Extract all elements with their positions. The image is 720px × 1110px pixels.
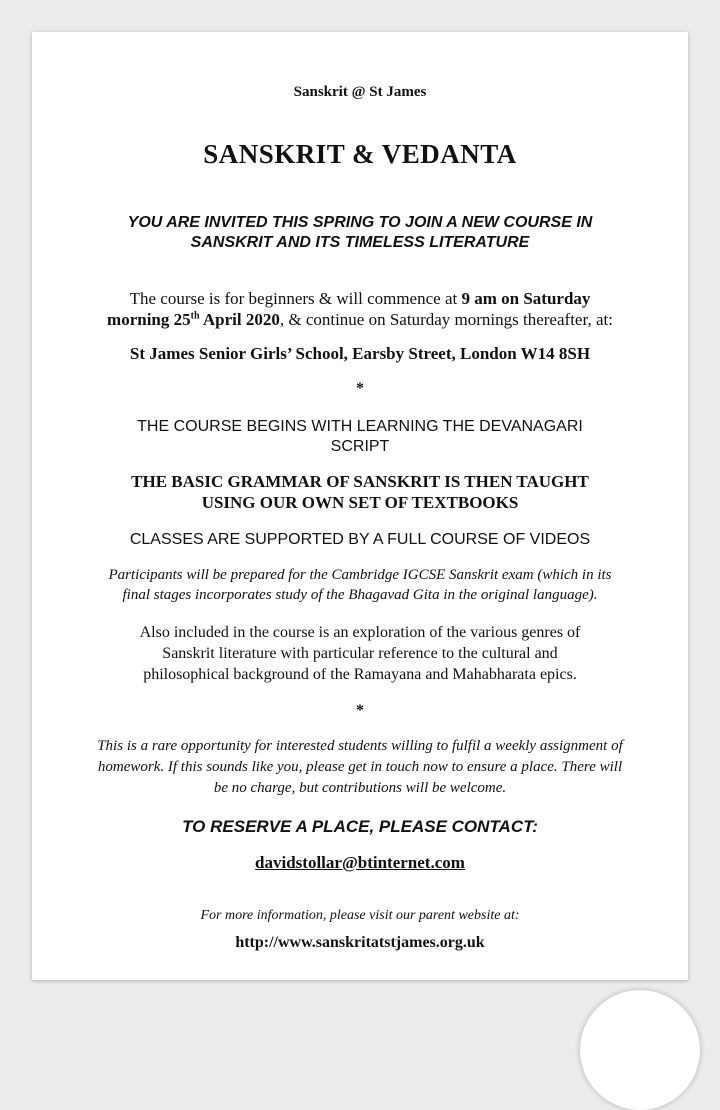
literature-line-2: Sanskrit literature with particular reference to the cultural and [162, 645, 558, 662]
devanagari-line-2: SCRIPT [330, 438, 390, 455]
opportunity-line-1: This is a rare opportunity for interested students willing to fulfil a weekly assignment of [97, 738, 623, 754]
course-start-day: morning 25 [107, 310, 191, 329]
invite-line-1: YOU ARE INVITED THIS SPRING TO JOIN A NEW COURSE IN [127, 214, 593, 231]
header-text: Sanskrit @ St James [293, 84, 427, 100]
website-link[interactable]: http://www.sanskritatstjames.org.uk [235, 934, 485, 951]
igcse-line-1: Participants will be prepared for the Cambridge IGCSE Sanskrit exam (which in its [108, 567, 612, 583]
invite-line-2: SANSKRIT AND ITS TIMELESS LITERATURE [190, 234, 530, 251]
course-start-date: April 2020 [199, 310, 280, 329]
devanagari-line-1: THE COURSE BEGINS WITH LEARNING THE DEVANAGARI [137, 418, 583, 435]
grammar-line-1: THE BASIC GRAMMAR OF SANSKRIT IS THEN TAUGHT [131, 472, 589, 491]
igcse-line-2: final stages incorporates study of the Bhagavad Gita in the original language). [122, 587, 598, 603]
website-line [72, 934, 648, 952]
course-line-2 [72, 310, 648, 330]
more-info-text: For more information, please visit our parent website at: [200, 908, 520, 923]
email-line [72, 853, 648, 873]
course-start-time: 9 am on Saturday [461, 289, 591, 308]
course-line-2-text: , & continue on Saturday mornings thereafter, at: [279, 310, 613, 329]
course-line-1 [72, 289, 648, 309]
course-start-day-suffix: th [190, 310, 200, 322]
floating-action-button[interactable] [580, 990, 700, 1110]
course-line-1-text: The course is for beginners & will commence at [129, 289, 462, 308]
opportunity-line-3: be no charge, but contributions will be welcome. [213, 780, 507, 796]
literature-line-1: Also included in the course is an exploration of the various genres of [139, 624, 581, 641]
videos-text: CLASSES ARE SUPPORTED BY A FULL COURSE OF VIDEOS [129, 531, 591, 548]
grammar-line-2: USING OUR OWN SET OF TEXTBOOKS [201, 493, 519, 512]
document-page [32, 32, 688, 980]
page-title: SANSKRIT & VEDANTA [203, 139, 517, 169]
separator-1: * [356, 380, 364, 397]
venue-address: St James Senior Girls’ School, Earsby Street, London W14 8SH [129, 344, 591, 363]
literature-line-3: philosophical background of the Ramayana and Mahabharata epics. [143, 666, 577, 683]
reserve-heading: TO RESERVE A PLACE, PLEASE CONTACT: [182, 817, 538, 836]
contact-email-link[interactable]: davidstollar@btinternet.com [255, 853, 465, 872]
separator-2: * [356, 702, 364, 719]
opportunity-line-2: homework. If this sounds like you, please get in touch now to ensure a place. There will [97, 759, 623, 775]
